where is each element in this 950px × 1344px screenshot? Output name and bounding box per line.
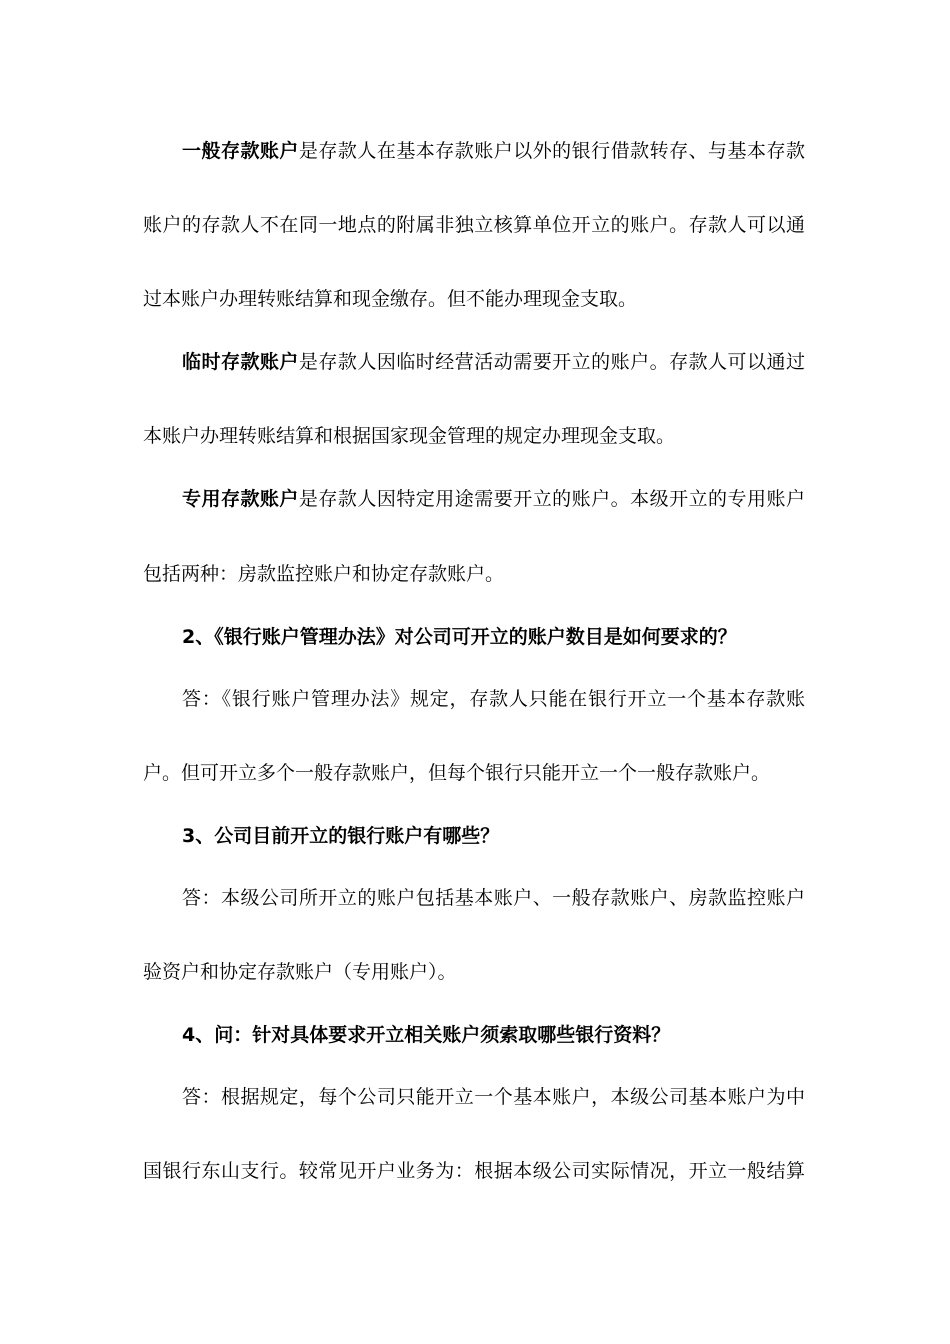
general-account-text-1: 是存款人在基本存款账户以外的银行借款转存、与基本存款 — [298, 140, 805, 162]
special-account-term: 专用存款账户 — [182, 488, 299, 510]
temporary-account-line-2: 本账户办理转账结算和根据国家现金管理的规定办理现金支取。 — [143, 425, 676, 447]
special-account-line-1 — [182, 486, 805, 512]
answer-3-line-1: 答：本级公司所开立的账户包括基本账户、一般存款账户、房款监控账户 — [182, 887, 805, 909]
answer-2-line-1: 答：《银行账户管理办法》规定，存款人只能在银行开立一个基本存款账 — [182, 688, 805, 710]
general-account-line-1 — [182, 138, 805, 164]
answer-3-line-2: 验资户和协定存款账户（专用账户）。 — [143, 961, 457, 983]
answer-4-line-1: 答：根据规定，每个公司只能开立一个基本账户，本级公司基本账户为中 — [182, 1086, 805, 1108]
temporary-account-line-1 — [182, 349, 805, 375]
question-3-heading: 3、公司目前开立的银行账户有哪些？ — [182, 825, 500, 847]
question-4-heading: 4、问：针对具体要求开立相关账户须索取哪些银行资料？ — [182, 1024, 671, 1046]
answer-4-line-2: 国银行东山支行。较常见开户业务为：根据本级公司实际情况，开立一般结算 — [143, 1160, 805, 1182]
question-2-heading: 2、《银行账户管理办法》对公司可开立的账户数目是如何要求的？ — [182, 626, 737, 648]
temporary-account-term: 临时存款账户 — [182, 351, 299, 373]
general-account-term: 一般存款账户 — [182, 140, 299, 162]
general-account-line-2: 账户的存款人不在同一地点的附属非独立核算单位开立的账户。存款人可以通 — [143, 214, 805, 236]
special-account-line-2: 包括两种：房款监控账户和协定存款账户。 — [143, 563, 505, 585]
temporary-account-text-1: 是存款人因临时经营活动需要开立的账户。存款人可以通过 — [298, 351, 805, 373]
answer-2-line-2: 户。但可开立多个一般存款账户，但每个银行只能开立一个一般存款账户。 — [143, 762, 771, 784]
special-account-text-1: 是存款人因特定用途需要开立的账户。本级开立的专用账户 — [298, 488, 805, 510]
general-account-line-3: 过本账户办理转账结算和现金缴存。但不能办理现金支取。 — [143, 288, 638, 310]
